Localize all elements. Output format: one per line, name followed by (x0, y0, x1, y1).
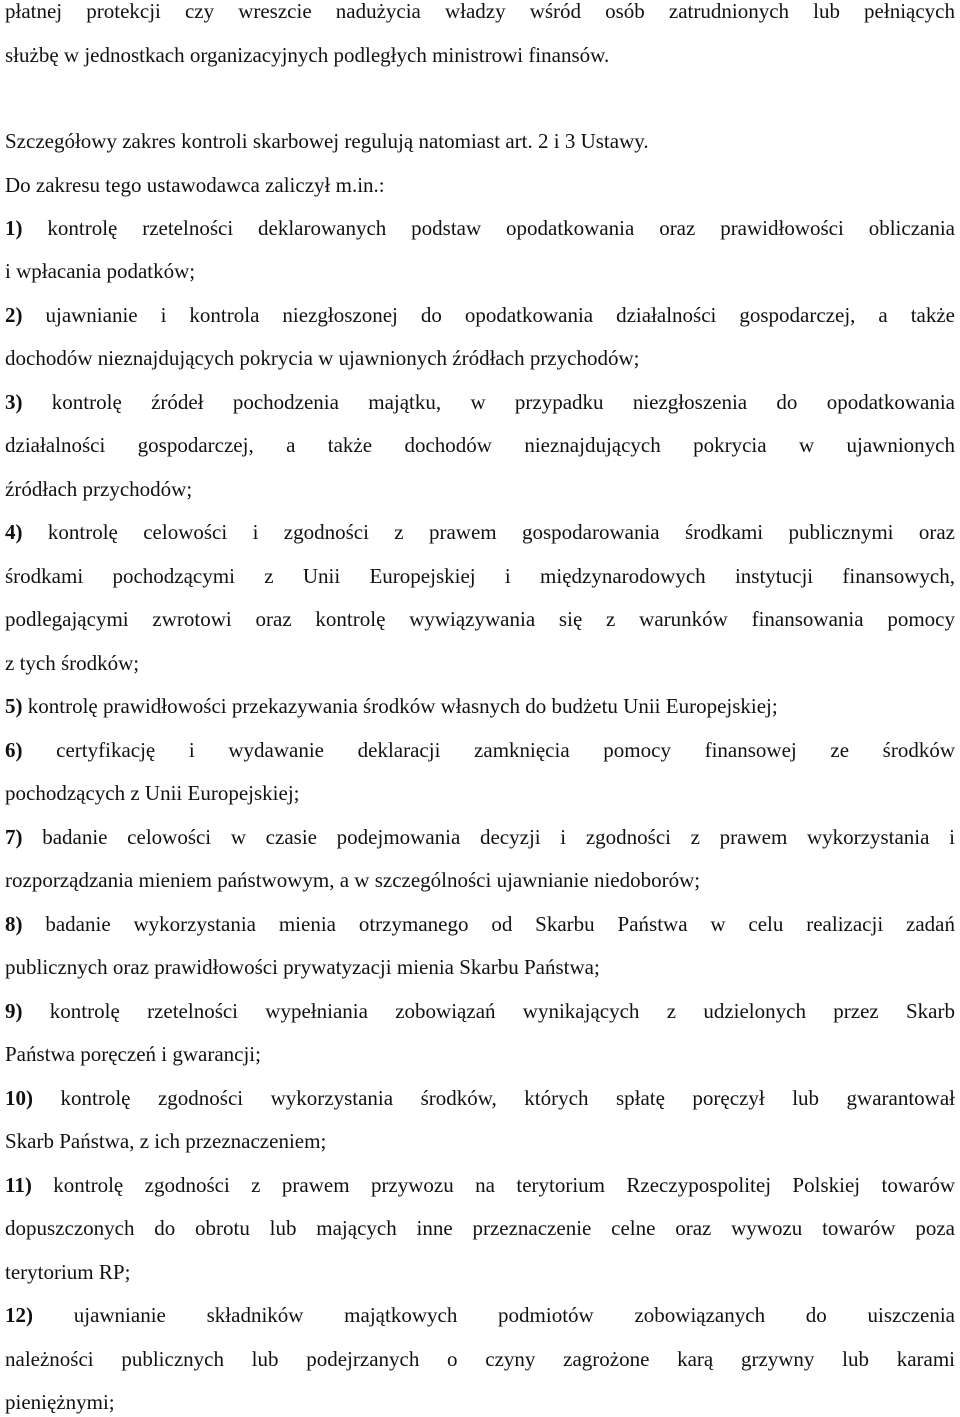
text-line (5, 561, 955, 591)
line-text: należności publicznych lub podejrzanych o czyny zagrożone karą grzywny lub karami (5, 1347, 955, 1371)
line-text: kontrolę zgodności z prawem przywozu na terytorium Rzeczypospolitej Polskiej towarów (31, 1173, 955, 1197)
line-text: środkami pochodzącymi z Unii Europejskiej i międzynarodowych instytucji finansowych, (5, 564, 955, 588)
line-text: kontrolę źródeł pochodzenia majątku, w przypadku niezgłoszenia do opodatkowania (22, 390, 955, 414)
text-line (5, 735, 955, 765)
line-text: pochodzących z Unii Europejskiej; (5, 781, 300, 805)
text-line (5, 300, 955, 330)
text-line (5, 517, 955, 547)
text-line (5, 691, 955, 721)
text-line (5, 996, 955, 1026)
line-text: dochodów nieznajdujących pokrycia w ujawnionych źródłach przychodów; (5, 346, 640, 370)
line-text: kontrolę zgodności wykorzystania środków, których spłatę poręczył lub gwarantował (33, 1086, 955, 1110)
text-line (5, 40, 955, 70)
text-line (5, 648, 955, 678)
text-line (5, 1170, 955, 1200)
list-item-number: 8) (5, 912, 23, 936)
text-line (5, 909, 955, 939)
text-line (5, 474, 955, 504)
text-line (5, 778, 955, 808)
line-text: publicznych oraz prawidłowości prywatyzacji mienia Skarbu Państwa; (5, 955, 600, 979)
line-text: Do zakresu tego ustawodawca zaliczył m.in.: (5, 173, 385, 197)
line-text: działalności gospodarczej, a także dochodów nieznajdujących pokrycia w ujawnionych (5, 433, 955, 457)
text-line (5, 0, 955, 26)
text-line (5, 1039, 955, 1069)
line-text: Skarb Państwa, z ich przeznaczeniem; (5, 1129, 327, 1153)
line-text: kontrolę celowości i zgodności z prawem gospodarowania środkami publicznymi oraz (22, 520, 955, 544)
text-line (5, 256, 955, 286)
text-line (5, 822, 955, 852)
line-text: kontrolę prawidłowości przekazywania środków własnych do budżetu Unii Europejskiej; (22, 694, 778, 718)
text-line (5, 1213, 955, 1243)
list-item-number: 2) (5, 303, 23, 327)
text-line (5, 865, 955, 895)
line-text: płatnej protekcji czy wreszcie nadużycia władzy wśród osób zatrudnionych lub pełniących (5, 0, 955, 23)
text-line (5, 1300, 955, 1330)
text-line (5, 387, 955, 417)
line-text: z tych środków; (5, 651, 140, 675)
text-line (5, 430, 955, 460)
line-text: rozporządzania mieniem państwowym, a w szczególności ujawnianie niedoborów; (5, 868, 701, 892)
text-line (5, 1344, 955, 1374)
line-text: służbę w jednostkach organizacyjnych podległych ministrowi finansów. (5, 43, 610, 67)
text-line (5, 213, 955, 243)
line-text: kontrolę rzetelności wypełniania zobowiązań wynikających z udzielonych przez Skarb (22, 999, 955, 1023)
line-text: badanie celowości w czasie podejmowania decyzji i zgodności z prawem wykorzystania i (22, 825, 955, 849)
text-line (5, 1126, 955, 1156)
line-text: certyfikację i wydawanie deklaracji zamknięcia pomocy finansowej ze środków (22, 738, 955, 762)
list-item-number: 4) (5, 520, 23, 544)
list-item-number: 6) (5, 738, 23, 762)
line-text: badanie wykorzystania mienia otrzymanego od Skarbu Państwa w celu realizacji zadań (22, 912, 955, 936)
text-line (5, 170, 955, 200)
text-line (5, 126, 955, 156)
line-text: Państwa poręczeń i gwarancji; (5, 1042, 261, 1066)
line-text: i wpłacania podatków; (5, 259, 196, 283)
line-text: kontrolę rzetelności deklarowanych podstaw opodatkowania oraz prawidłowości obliczania (22, 216, 955, 240)
text-line (5, 1083, 955, 1113)
line-text: pieniężnymi; (5, 1390, 115, 1414)
line-text: podlegającymi zwrotowi oraz kontrolę wywiązywania się z warunków finansowania pomocy (5, 607, 955, 631)
list-item-number: 1) (5, 216, 23, 240)
list-item-number: 3) (5, 390, 23, 414)
line-text: ujawnianie składników majątkowych podmiotów zobowiązanych do uiszczenia (33, 1303, 955, 1327)
line-text: dopuszczonych do obrotu lub mających inne przeznaczenie celne oraz wywozu towarów poza (5, 1216, 955, 1240)
text-line (5, 952, 955, 982)
list-item-number: 11) (5, 1173, 32, 1197)
line-text: Szczegółowy zakres kontroli skarbowej regulują natomiast art. 2 i 3 Ustawy. (5, 129, 649, 153)
line-text: ujawnianie i kontrola niezgłoszonej do opodatkowania działalności gospodarczej, a także (22, 303, 955, 327)
text-line (5, 343, 955, 373)
list-item-number: 10) (5, 1086, 33, 1110)
text-line (5, 1387, 955, 1417)
list-item-number: 12) (5, 1303, 33, 1327)
list-item-number: 7) (5, 825, 23, 849)
text-line (5, 1257, 955, 1287)
list-item-number: 9) (5, 999, 23, 1023)
list-item-number: 5) (5, 694, 23, 718)
line-text: terytorium RP; (5, 1260, 131, 1284)
text-line (5, 604, 955, 634)
line-text: źródłach przychodów; (5, 477, 193, 501)
